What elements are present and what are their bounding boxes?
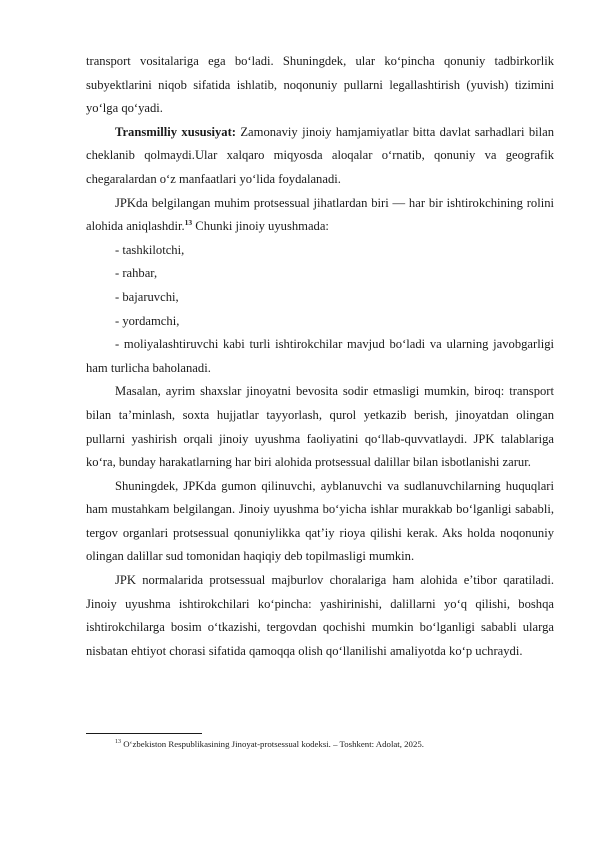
paragraph-coercive-measures: JPK normalarida protsessual majburlov choralariga ham alohida e’tibor qaratiladi. Jinoiy uyushma ishtirokchilari ko‘pincha: yashirinishi, dalillarni yo‘q qilishi, boshqa ishtirokchilarga bosim o‘tkazishi, tergovdan qochishi mumkin bo‘lganligi sababli ularga nisbatan ehtiyot chorasi sifatida qamoqqa olish qo‘llanilishi amaliyotda ko‘p uchraydi. (86, 573, 554, 658)
paragraph-roles (86, 192, 554, 239)
document-body (86, 50, 554, 663)
list-item: - tashkilotchi, (115, 242, 185, 257)
paragraph-text: Zamonaviy jinoiy hamjamiyatlar bitta davlat sarhadlari bilan cheklanib qolmaydi.Ular xalqaro miqyosda aloqalar oʻrnatib, qonuniy va geografik chegaralardan oʻz manfaatlari yoʻlida foydalanadi. (86, 124, 555, 186)
footnote (115, 738, 555, 750)
list-item: - moliyalashtiruvchi kabi turli ishtirokchilar mavjud bo‘ladi va ularning javobgarligi ham turlicha baholanadi. (86, 337, 554, 375)
paragraph-continuation: transport vositalariga ega boʻladi. Shuningdek, ular koʻpincha qonuniy tadbirkorlik subyektlarini niqob sifatida ishlatib, noqonuniy pullarni legallashtirish (yuvish) tizimini yo‘lga qoʻyadi. (86, 54, 554, 116)
footnote-separator (86, 733, 202, 734)
list-item: - rahbar, (115, 266, 158, 281)
paragraph-rights: Shuningdek, JPKda gumon qilinuvchi, ayblanuvchi va sudlanuvchilarning huquqlari ham mustahkam belgilangan. Jinoiy uyushma bo‘yicha ishlar murakkab bo‘lganligi sababli, tergov organlari protsessual qonuniylikka qat’iy rioya qilishi kerak. Aks holda noqonuniy olingan dalillar sud tomonidan haqiqiy deb topilmasligi mumkin. (86, 478, 554, 564)
list-item: - bajaruvchi, (115, 289, 179, 304)
paragraph-example: Masalan, ayrim shaxslar jinoyatni bevosita sodir etmasligi mumkin, biroq: transport bilan ta’minlash, soxta hujjatlar tayyorlash, qurol yetkazib berish, jinoyatdan olingan pullarni yashirish orqali jinoiy uyushma faoliyatini qo‘llab-quvvatlaydi. JPK talablariga ko‘ra, bunday harakatlarning har biri alohida protsessual dalillar bilan isbotlanishi zarur. (86, 384, 554, 470)
bold-term: Transmilliy xususiyat: (115, 124, 236, 139)
paragraph-transnational (86, 121, 554, 192)
footnote-text: O‘zbekiston Respublikasining Jinoyat-protsessual kodeksi. – Toshkent: Adolat, 2025. (121, 739, 424, 749)
paragraph-text: Chunki jinoiy uyushmada: (192, 219, 329, 234)
footnote-number: 13 (115, 739, 121, 746)
footnote-reference[interactable]: 13 (184, 217, 193, 227)
list-item: - yordamchi, (115, 313, 180, 328)
paragraph-text: JPKda belgilangan muhim protsessual jihatlardan biri — har bir ishtirokchining rolini alohida aniqlashdir. (86, 195, 554, 234)
